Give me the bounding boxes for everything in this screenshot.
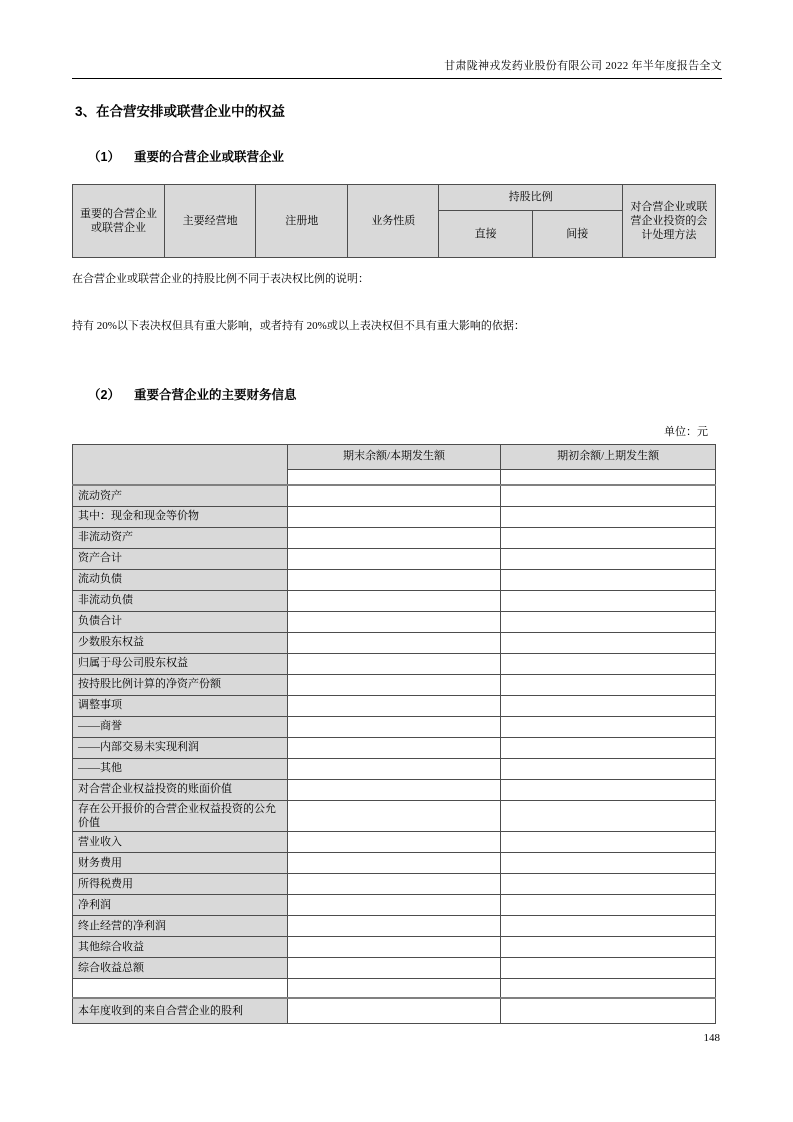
value-cell-prior xyxy=(501,653,716,674)
table-row xyxy=(73,485,716,506)
value-cell-current xyxy=(287,800,500,832)
value-cell-current xyxy=(287,895,500,916)
row-label: 净利润 xyxy=(73,895,288,916)
table-row xyxy=(73,590,716,611)
subsection-2-title xyxy=(88,385,722,403)
value-cell-prior xyxy=(501,611,716,632)
table-row-blank xyxy=(73,979,716,998)
value-cell-current xyxy=(287,958,500,979)
value-cell-current xyxy=(287,527,500,548)
table-row xyxy=(73,527,716,548)
value-cell-current xyxy=(287,590,500,611)
subsection-1-number: （1） xyxy=(88,150,120,164)
value-cell-prior xyxy=(501,527,716,548)
table-row xyxy=(73,611,716,632)
financial-info-table xyxy=(72,444,716,1025)
table-row xyxy=(73,800,716,832)
value-cell-current xyxy=(287,758,500,779)
value-cell-current xyxy=(287,469,500,485)
subsection-2-number: （2） xyxy=(88,387,120,402)
table-row xyxy=(73,653,716,674)
section-title: 3、在合营安排或联营企业中的权益 xyxy=(75,104,286,119)
table-row xyxy=(73,506,716,527)
table-row xyxy=(73,716,716,737)
header-indirect: 间接 xyxy=(532,211,622,258)
value-cell-prior xyxy=(501,569,716,590)
value-cell-prior xyxy=(501,506,716,527)
table-row xyxy=(73,548,716,569)
row-label: 流动负债 xyxy=(73,569,288,590)
header-direct: 直接 xyxy=(439,211,532,258)
subsection-1-label: 重要的合营企业或联营企业 xyxy=(133,150,284,164)
header-business: 业务性质 xyxy=(348,185,439,258)
row-label: ——其他 xyxy=(73,758,288,779)
unit-label: 单位：元 xyxy=(664,425,708,438)
table-row xyxy=(73,632,716,653)
table-row xyxy=(73,998,716,1024)
value-cell-current xyxy=(287,695,500,716)
row-label: ——商誉 xyxy=(73,716,288,737)
value-cell-prior xyxy=(501,674,716,695)
value-cell-prior xyxy=(501,895,716,916)
row-label: 调整事项 xyxy=(73,695,288,716)
row-label: 对合营企业权益投资的账面价值 xyxy=(73,779,288,800)
value-cell-prior xyxy=(501,958,716,979)
value-cell-prior xyxy=(501,832,716,853)
value-cell-current xyxy=(287,832,500,853)
value-cell-prior xyxy=(501,874,716,895)
row-label: 少数股东权益 xyxy=(73,632,288,653)
page-content xyxy=(72,0,722,1024)
row-label: 其中：现金和现金等价物 xyxy=(73,506,288,527)
row-label: 所得税费用 xyxy=(73,874,288,895)
header-closing-balance: 期末余额/本期发生额 xyxy=(287,444,500,469)
row-label: 资产合计 xyxy=(73,548,288,569)
row-label: 流动资产 xyxy=(73,485,288,506)
row-label: 其他综合收益 xyxy=(73,937,288,958)
value-cell-prior xyxy=(501,737,716,758)
row-label: 财务费用 xyxy=(73,853,288,874)
value-cell-current xyxy=(287,737,500,758)
value-cell-prior xyxy=(501,998,716,1024)
value-cell-prior xyxy=(501,916,716,937)
table-row xyxy=(73,832,716,853)
table-row xyxy=(73,853,716,874)
row-label: 综合收益总额 xyxy=(73,958,288,979)
row-label: ——内部交易未实现利润 xyxy=(73,737,288,758)
value-cell-current xyxy=(287,998,500,1024)
header-entity: 重要的合营企业或联营企业 xyxy=(73,185,165,258)
value-cell-current xyxy=(287,632,500,653)
header-accounting-method: 对合营企业或联营企业投资的会计处理方法 xyxy=(622,185,715,258)
row-label: 终止经营的净利润 xyxy=(73,916,288,937)
value-cell-prior xyxy=(501,853,716,874)
value-cell-prior xyxy=(501,800,716,832)
header-opening-balance: 期初余额/上期发生额 xyxy=(501,444,716,469)
row-label xyxy=(73,979,288,998)
note-significant-influence: 持有 20%以下表决权但具有重大影响，或者持有 20%或以上表决权但不具有重大影响的依据： xyxy=(72,320,525,333)
row-label: 非流动负债 xyxy=(73,590,288,611)
row-label: 负债合计 xyxy=(73,611,288,632)
subsection-1-title xyxy=(88,147,722,165)
row-label: 本年度收到的来自合营企业的股利 xyxy=(73,998,288,1024)
header-shareholding: 持股比例 xyxy=(439,185,622,211)
header-registration: 注册地 xyxy=(256,185,348,258)
table-row xyxy=(73,185,716,211)
value-cell-current xyxy=(287,506,500,527)
row-label: 按持股比例计算的净资产份额 xyxy=(73,674,288,695)
value-cell-current xyxy=(287,548,500,569)
value-cell-prior xyxy=(501,695,716,716)
value-cell-prior xyxy=(501,758,716,779)
value-cell-current xyxy=(287,979,500,998)
table-header-row xyxy=(73,444,716,469)
value-cell-prior xyxy=(501,632,716,653)
value-cell-current xyxy=(287,569,500,590)
table-row xyxy=(73,874,716,895)
row-label: 存在公开报价的合营企业权益投资的公允价值 xyxy=(73,800,288,832)
value-cell-current xyxy=(287,937,500,958)
value-cell-current xyxy=(287,653,500,674)
value-cell-prior xyxy=(501,485,716,506)
value-cell-prior xyxy=(501,779,716,800)
header-place: 主要经营地 xyxy=(164,185,255,258)
table-row xyxy=(73,695,716,716)
value-cell-prior xyxy=(501,716,716,737)
value-cell-prior xyxy=(501,979,716,998)
note-voting-ratio: 在合营企业或联营企业的持股比例不同于表决权比例的说明： xyxy=(72,273,369,285)
page-number: 148 xyxy=(703,1032,720,1044)
value-cell-current xyxy=(287,611,500,632)
value-cell-prior xyxy=(501,469,716,485)
value-cell-current xyxy=(287,716,500,737)
value-cell-current xyxy=(287,485,500,506)
row-label: 营业收入 xyxy=(73,832,288,853)
value-cell-prior xyxy=(501,590,716,611)
value-cell-current xyxy=(287,674,500,695)
value-cell-prior xyxy=(501,937,716,958)
table-row xyxy=(73,779,716,800)
document-header: 甘肃陇神戎发药业股份有限公司 2022 年半年度报告全文 xyxy=(72,0,722,79)
corner-cell xyxy=(73,444,288,485)
value-cell-current xyxy=(287,779,500,800)
row-label: 非流动资产 xyxy=(73,527,288,548)
value-cell-current xyxy=(287,874,500,895)
table-row xyxy=(73,958,716,979)
table-row xyxy=(73,674,716,695)
row-label: 归属于母公司股东权益 xyxy=(73,653,288,674)
table-row xyxy=(73,916,716,937)
table-row xyxy=(73,758,716,779)
table-row xyxy=(73,937,716,958)
value-cell-current xyxy=(287,853,500,874)
table-row xyxy=(73,569,716,590)
value-cell-current xyxy=(287,916,500,937)
table-row xyxy=(73,737,716,758)
subsection-2-label: 重要合营企业的主要财务信息 xyxy=(133,387,297,402)
joint-venture-header-table xyxy=(72,184,716,258)
value-cell-prior xyxy=(501,548,716,569)
table-row xyxy=(73,895,716,916)
